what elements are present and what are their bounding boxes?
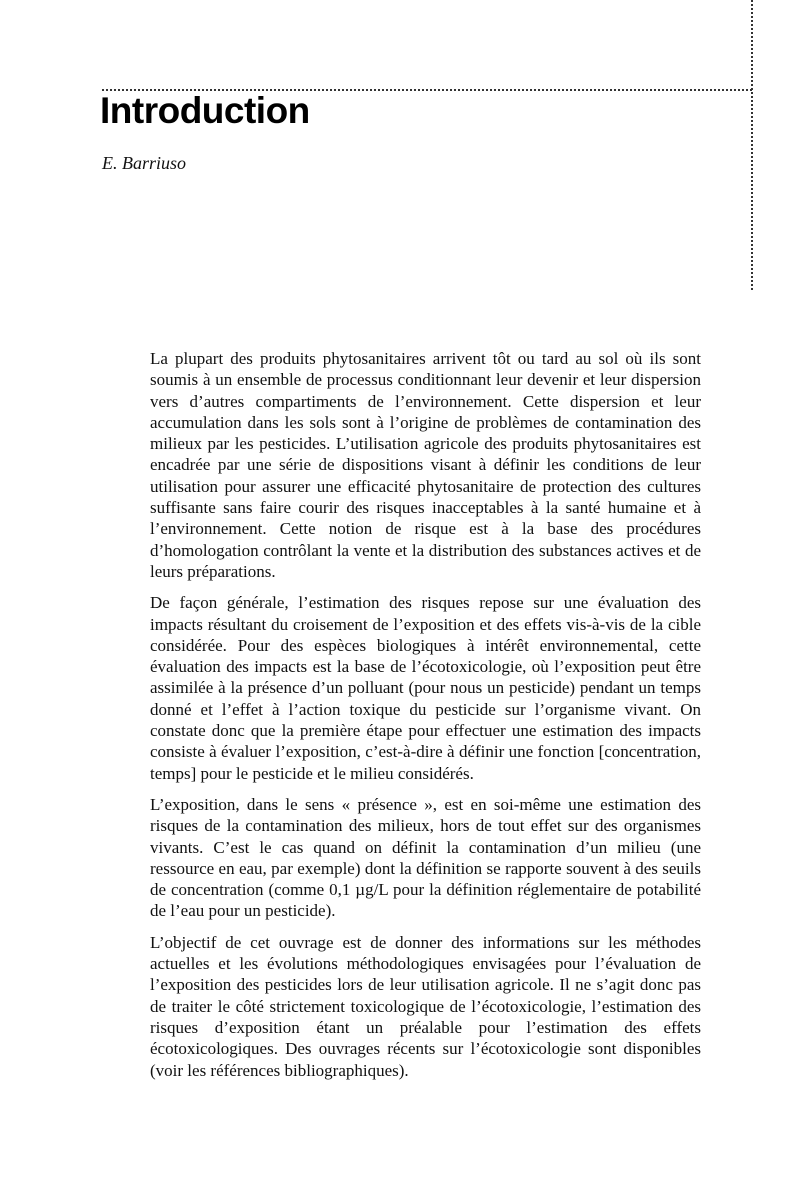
paragraph-3: L’exposition, dans le sens « présence », est en soi-même une estimation des risques de la contamination des milieux, hors de tout effet sur des organismes vivants. C’est le cas quand on définit la contamination d’un milieu (une ressource en eau, par exemple) dont la définition se rapporte souvent à des seuils de concentration (comme 0,1 µg/L pour la définition réglementaire de potabilité de l’eau pour un pesticide). <box>150 794 701 921</box>
paragraph-2: De façon générale, l’estimation des risques repose sur une évaluation des impacts résultant du croisement de l’exposition et des effets vis-à-vis de la cible considérée. Pour des espèces biologiques à intérêt environnemental, cette évaluation des impacts est la base de l’écotoxicologie, où l’exposition peut être assimilée à la présence d’un polluant (pour nous un pesticide) pendant un temps donné et l’effet à l’action toxique du pesticide sur l’organisme vivant. On constate donc que la première étape pour effectuer une estimation des impacts consiste à évaluer l’exposition, c’est-à-dire à définir une fonction [concentration, temps] pour le pesticide et le milieu considérés. <box>150 593 701 783</box>
paragraph-4: L’objectif de cet ouvrage est de donner des informations sur les méthodes actuelles et les évolutions méthodologiques envisagées pour l’évaluation de l’exposition des pesticides lors de leur utilisation agricole. Il ne s’agit donc pas de traiter le côté strictement toxicologique de l’écotoxicologie, l’estimation des risques d’exposition étant un préalable pour l’estimation des effets écotoxicologiques. Des ouvrages récents sur l’écotoxicologie sont disponibles (voir les références bibliographiques). <box>150 932 701 1080</box>
paragraph-1: La plupart des produits phytosanitaires arrivent tôt ou tard au sol où ils sont soumis à un ensemble de processus conditionnant leur devenir et leur dispersion vers d’autres compartiments de l’environnement. Cette dispersion et leur accumulation dans les sols sont à l’origine de problèmes de contamination des milieux par les pesticides. L’utilisation agricole des produits phytosanitaires est encadrée par une série de dispositions visant à définir les conditions de leur utilisation pour assurer une efficacité phytosanitaire de protection des cultures suffisante sans faire courir des risques inacceptables à la santé humaine et à l’environnement. Cette notion de risque est à la base des procédures d’homologation contrôlant la vente et la distribution des substances actives et de leurs préparations. <box>150 349 701 581</box>
chapter-title: Introduction <box>100 90 310 131</box>
vertical-dotted-rule <box>751 0 753 290</box>
body-text <box>150 348 701 1091</box>
chapter-author: E. Barriuso <box>102 153 187 173</box>
